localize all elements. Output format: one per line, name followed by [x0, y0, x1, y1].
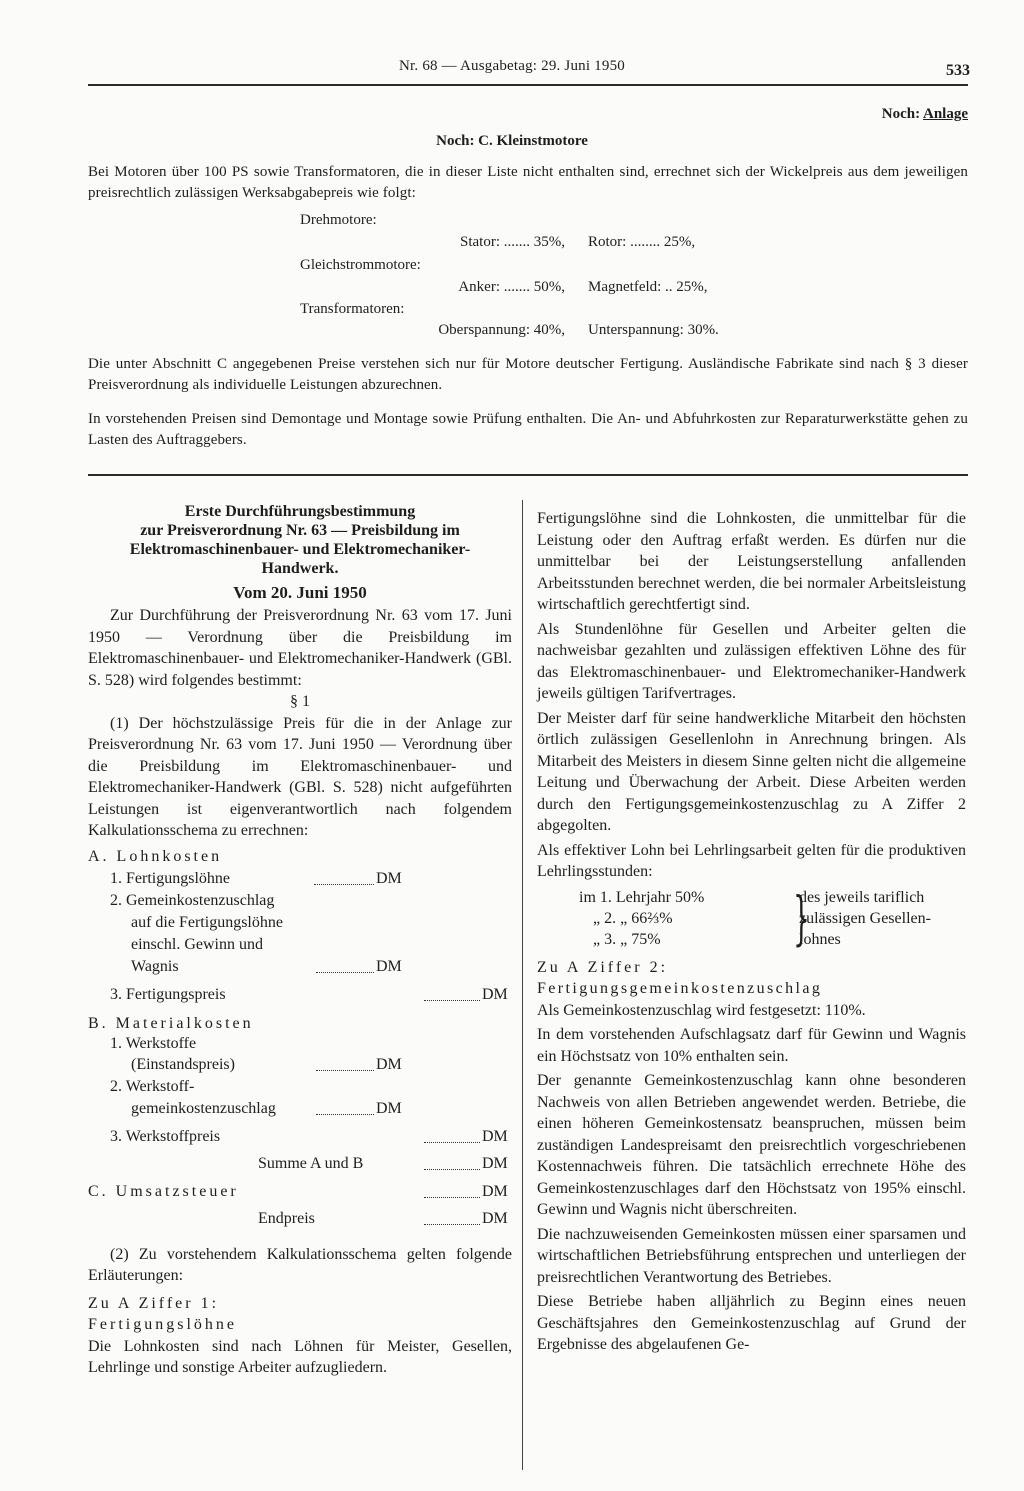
- right-paragraph-8: Die nachzuweisenden Gemeinkosten müssen einer sparsamen und wirtschaftlichen Betriebsführung entsprechen und unterliegen der preisrechtlichen Verantwortung des Betriebes.: [537, 1225, 966, 1286]
- note-paragraph-1: Die unter Abschnitt C angegebenen Preise verstehen sich nur für Motore deutscher Fertigung. Ausländische Fabrikate sind nach § 3 dieser Preisverordnung als individuelle Leistungen abzurechnen.: [88, 356, 968, 393]
- left-paragraph-1: Zur Durchführung der Preisverordnung Nr. 63 vom 17. Juni 1950 — Verordnung über die Preisbildung im Elektromaschinenbauer- und Elektromechaniker-Handwerk (GBl. S. 528) wird folgendes bestimmt:: [88, 607, 512, 689]
- right-paragraph-2: Als Stundenlöhne für Gesellen und Arbeiter gelten die nachweisbar gezahlten und zulässigen effektiven Löhne des für das Elektromaschinenbauer- und Elektromechaniker-Handwerk jeweils gültigen Tarifvertrages.: [537, 620, 966, 702]
- schema-b2-dm: DM: [376, 1099, 402, 1117]
- apprentice-year-2: „ 2. „ 66⅔%: [593, 909, 673, 927]
- table-magnetfeld: Magnetfeld: .. 25%,: [588, 279, 708, 295]
- schema-b2-line1: 2. Werkstoff-: [110, 1077, 195, 1095]
- schema-sum-dm: DM: [482, 1154, 508, 1172]
- schema-b3-dm: DM: [482, 1127, 508, 1145]
- right-paragraph-9: Diese Betriebe haben alljährlich zu Beginn eines neuen Geschäftsjahres den Gemeinkostenzuschlag auf Grund der Ergebnisse des abgelaufenen Ge-: [537, 1293, 966, 1353]
- page-number: 533: [946, 62, 970, 79]
- schema-c-dm: DM: [482, 1182, 508, 1200]
- schema-b-head: B. Materialkosten: [88, 1014, 254, 1032]
- brace-icon: }: [793, 883, 810, 952]
- schema-b1-dots: [316, 1054, 374, 1071]
- right-paragraph-7: Der genannte Gemeinkostenzuschlag kann ohne besonderen Nachweis von allen Betrieben angewendet werden. Betriebe, die einen höheren Gemeinkostensatz beanspruchen, müssen beim zuständigen Landespreisamt den preisrechtlich vorgeschriebenen Kostennachweis führen. Die tatsächlich errechnete Höhe des Gemeinkostenzuschlages darf den Höchstsatz von 195% einschl. Gewinn und Wagnis nicht überschreiten.: [537, 1072, 966, 1218]
- right-paragraph-5: Als Gemeinkostenzuschlag wird festgesetzt: 110%.: [537, 1001, 866, 1019]
- schema-a3: 3. Fertigungspreis: [110, 985, 226, 1003]
- right-paragraph-4: Als effektiver Lohn bei Lehrlingsarbeit gelten für die produktiven Lehrlingsstunden:: [537, 841, 966, 880]
- annex-label-prefix: Noch:: [881, 106, 923, 122]
- apprentice-note-line3: lohnes: [799, 930, 841, 948]
- apprentice-year-3: „ 3. „ 75%: [593, 930, 661, 948]
- left-paragraph-4: Die Lohnkosten sind nach Löhnen für Meister, Gesellen, Lehrlinge und sonstige Arbeiter aufzugliedern.: [88, 1337, 512, 1376]
- apprentice-rates: [537, 883, 966, 953]
- table-gleichstrom: Gleichstrommotore:: [300, 257, 421, 273]
- table-unter: Unterspannung: 30%.: [588, 322, 719, 338]
- schema-a1: 1. Fertigungslöhne: [110, 869, 230, 887]
- schema-a2-line4: Wagnis: [131, 957, 179, 975]
- issue-header: Nr. 68 — Ausgabetag: 29. Juni 1950: [399, 58, 625, 74]
- table-stator: Stator: ....... 35%,: [460, 234, 565, 250]
- section-mark: § 1: [290, 693, 310, 710]
- schema-a2-line2: auf die Fertigungslöhne: [131, 913, 283, 931]
- apprentice-note-line1: des jeweils tariflich: [799, 888, 925, 906]
- zu-a-ziffer-2-sub: Fertigungsgemeinkostenzuschlag: [537, 980, 823, 997]
- schema-a2-dm: DM: [376, 957, 402, 975]
- table-trafo: Transformatoren:: [300, 301, 405, 317]
- calc-schema: [88, 846, 512, 1244]
- decree-title-line-1: Erste Durchführungsbestimmung: [184, 503, 416, 520]
- left-paragraph-3: (2) Zu vorstehendem Kalkulationsschema gelten folgende Erläuterungen:: [88, 1245, 512, 1284]
- apprentice-note-line2: zulässigen Gesellen-: [799, 909, 931, 927]
- table-rotor: Rotor: ........ 25%,: [588, 234, 696, 250]
- header-rule: [88, 84, 968, 86]
- schema-a2-line1: 2. Gemeinkostenzuschlag: [110, 891, 275, 909]
- schema-endpreis-dm: DM: [482, 1209, 508, 1227]
- right-paragraph-3: Der Meister darf für seine handwerkliche Mitarbeit den höchsten örtlich zulässigen Gesellenlohn in Anrechnung bringen. Als Mitarbeit des Meisters in diesem Sinne gelten nicht die allgemeine Leitung und Überwachung der Arbeit. Diese Arbeiten werden durch den Fertigungsgemeinkostenzuschlag zu A Ziffer 2 abgegolten.: [537, 709, 966, 834]
- right-paragraph-6: In dem vorstehenden Aufschlagsatz darf für Gewinn und Wagnis ein Höchstsatz von 10% enthalten sein.: [537, 1026, 966, 1065]
- schema-b3-dots: [424, 1126, 480, 1143]
- table-ober: Oberspannung: 40%,: [438, 322, 565, 338]
- schema-c-head: C. Umsatzsteuer: [88, 1182, 239, 1200]
- right-paragraph-1: Fertigungslöhne sind die Lohnkosten, die unmittelbar für die Leistung oder den Auftrag erfaßt werden. Es dürfen nur die unmittelbar bei der Leistungserstellung anfallenden Arbeitsstunden berechnet werden, die bei normaler Arbeitsleistung wirtschaftlich gerechtfertigt sind.: [537, 510, 966, 613]
- schema-b2-dots: [316, 1098, 374, 1115]
- schema-b3: 3. Werkstoffpreis: [110, 1127, 221, 1145]
- annex-label-word: Anlage: [923, 106, 968, 122]
- annex-label: [882, 106, 968, 123]
- schema-a1-dm: DM: [376, 869, 402, 887]
- decree-title-line-3: Elektromaschinenbauer- und Elektromechaniker-: [129, 541, 471, 558]
- note-paragraph-2: In vorstehenden Preisen sind Demontage und Montage sowie Prüfung enthalten. Die An- und Abfuhrkosten zur Reparaturwerkstätte gehen zu Lasten des Auftraggebers.: [88, 411, 968, 448]
- decree-date: Vom 20. Juni 1950: [233, 583, 367, 602]
- table-anker: Anker: ....... 50%,: [458, 279, 565, 295]
- apprentice-year-1: im 1. Lehrjahr 50%: [579, 888, 705, 906]
- schema-b2-line2: gemeinkostenzuschlag: [131, 1099, 276, 1117]
- schema-a3-dm: DM: [482, 985, 508, 1003]
- schema-a2-dots: [316, 956, 374, 973]
- schema-b1-line1: 1. Werkstoffe: [110, 1034, 197, 1052]
- schema-b1-dm: DM: [376, 1055, 402, 1073]
- right-column: [537, 508, 966, 1356]
- section-title: Noch: C. Kleinstmotore: [436, 133, 588, 149]
- section-divider: [88, 474, 968, 476]
- schema-endpreis: Endpreis: [258, 1209, 315, 1227]
- schema-a2-line3: einschl. Gewinn und: [131, 935, 263, 953]
- column-divider: [522, 500, 523, 1470]
- decree-title-line-2: zur Preisverordnung Nr. 63 — Preisbildung im: [140, 522, 460, 539]
- schema-a3-dots: [424, 984, 480, 1001]
- decree-title-line-4: Handwerk.: [261, 560, 339, 577]
- left-column: [88, 502, 512, 1379]
- schema-sum-ab: Summe A und B: [258, 1154, 364, 1172]
- intro-paragraph: Bei Motoren über 100 PS sowie Transformatoren, die in dieser Liste nicht enthalten sind, errechnet sich der Wickelpreis aus dem jeweiligen preisrechtlich zulässigen Werksabgabepreis wie folgt:: [88, 164, 968, 201]
- schema-a-head: A. Lohnkosten: [88, 847, 223, 865]
- zu-a-ziffer-1-sub: Fertigungslöhne: [88, 1316, 237, 1333]
- zu-a-ziffer-1: Zu A Ziffer 1:: [88, 1294, 220, 1312]
- zu-a-ziffer-2: Zu A Ziffer 2:: [537, 958, 669, 976]
- schema-sum-dots: [424, 1153, 480, 1170]
- schema-a1-dots: [314, 868, 374, 885]
- schema-endpreis-dots: [424, 1208, 480, 1225]
- table-drehmotore: Drehmotore:: [300, 212, 377, 228]
- schema-b1-line2: (Einstandspreis): [131, 1055, 235, 1073]
- left-paragraph-2: (1) Der höchstzulässige Preis für die in der Anlage zur Preisverordnung Nr. 63 vom 17. Juni 1950 — Verordnung über die Preisbildung im Elektromaschinenbauer- und Elektromechaniker-Handwerk (GBl. S. 528) nicht aufgeführten Leistungen ist eigenverantwortlich nach folgendem Kalkulationsschema zu errechnen:: [88, 714, 512, 839]
- schema-c-dots: [424, 1181, 480, 1198]
